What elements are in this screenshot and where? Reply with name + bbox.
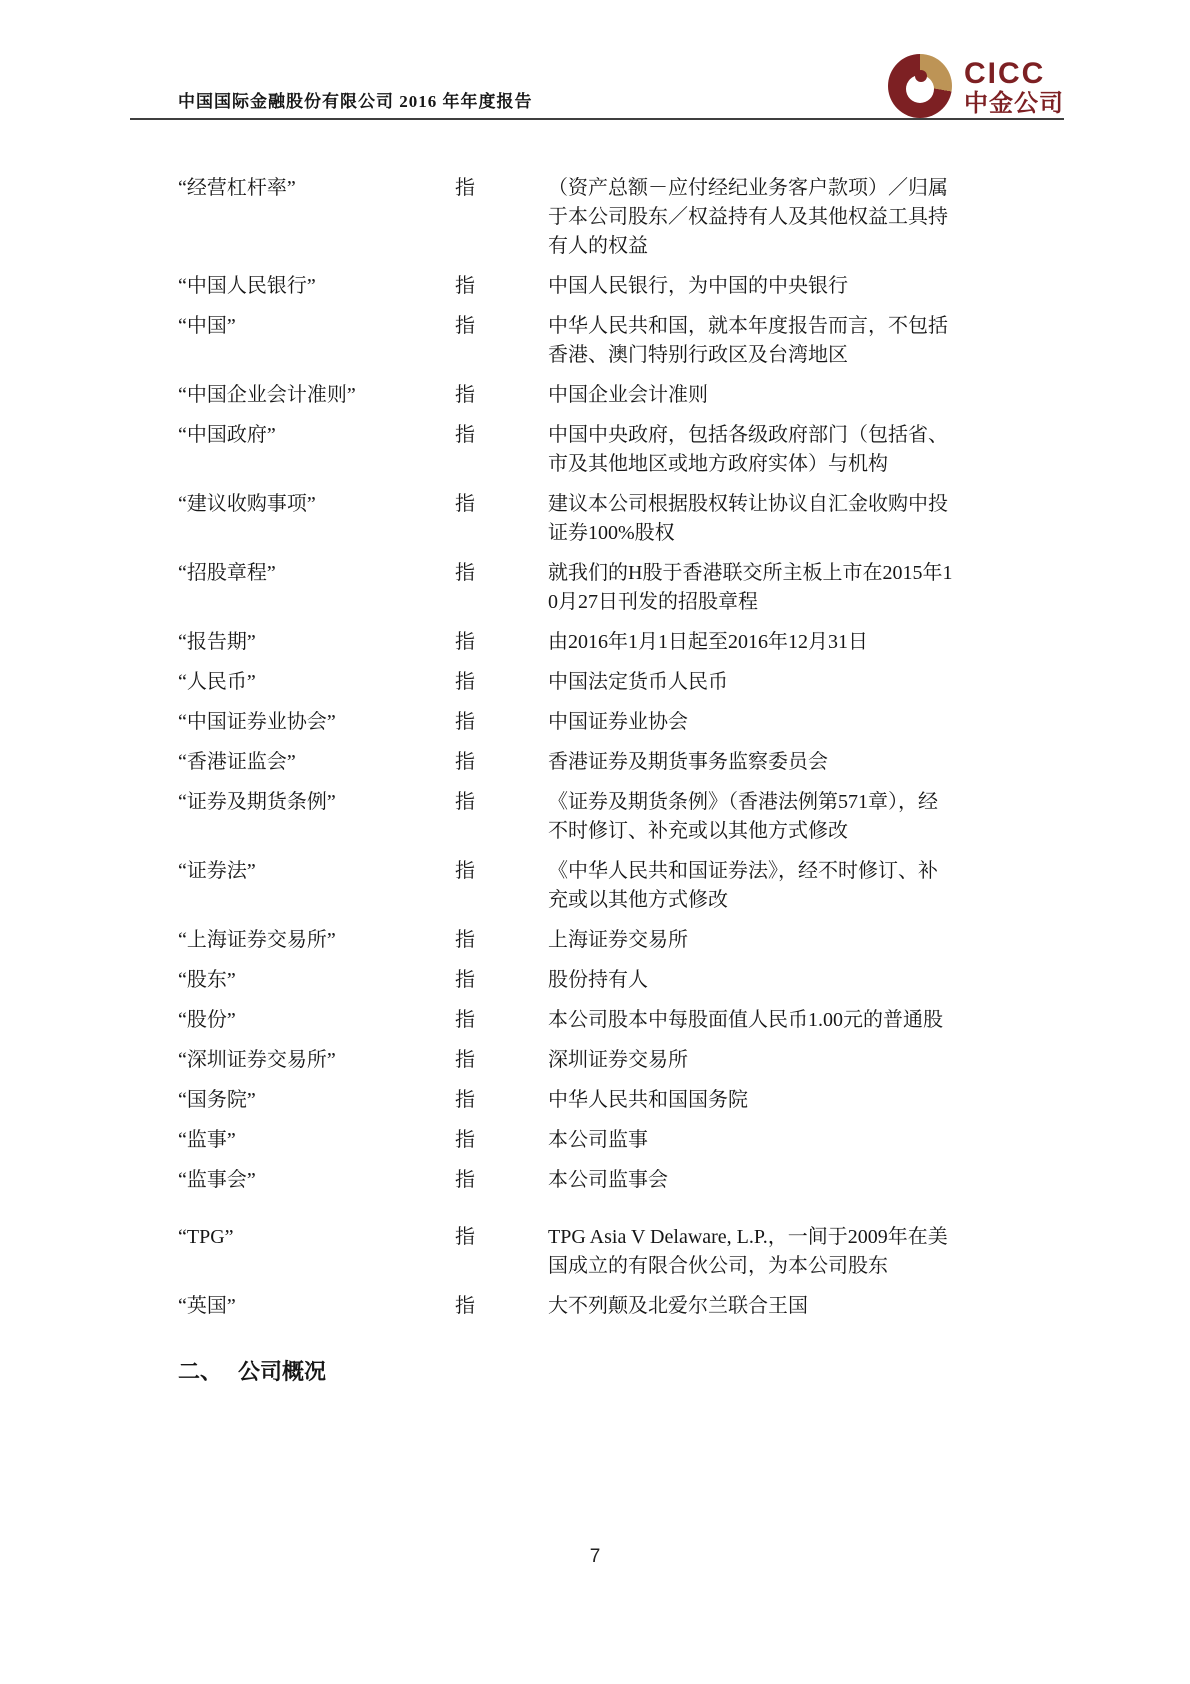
definition-term: “监事会”: [178, 1169, 256, 1191]
definition-connector: 指: [455, 493, 475, 515]
page-content: [178, 174, 978, 1386]
definition-term: “招股章程”: [178, 562, 276, 584]
logo-latin-label: CICC: [964, 57, 1046, 90]
definition-connector: 指: [455, 315, 475, 337]
definition-term: “报告期”: [178, 631, 256, 653]
definition-row: [178, 788, 978, 846]
definition-row: [178, 748, 978, 777]
definition-text: 《证券及期货条例》（香港法例第571章），经不时修订、补充或以其他方式修改: [548, 791, 938, 842]
definition-row: [178, 966, 978, 995]
definition-text: （资产总额－应付经纪业务客户款项）／归属于本公司股东／权益持有人及其他权益工具持有人的权益: [548, 177, 948, 257]
definition-connector: 指: [455, 860, 475, 882]
definition-row: [178, 272, 978, 301]
definition-row: [178, 559, 978, 617]
definition-connector: 指: [455, 1049, 475, 1071]
definition-text: 中国证券业协会: [548, 711, 688, 733]
report-title: 中国国际金融股份有限公司 2016 年年度报告: [178, 92, 533, 111]
definition-row: [178, 312, 978, 370]
definition-connector: 指: [455, 711, 475, 733]
cicc-logo-icon: [888, 54, 952, 118]
definition-row: [178, 490, 978, 548]
definition-connector: 指: [455, 751, 475, 773]
definition-term: “香港证监会”: [178, 751, 296, 773]
definition-term: “国务院”: [178, 1089, 256, 1111]
definition-text: 中国人民银行，为中国的中央银行: [548, 275, 848, 297]
definition-text: 本公司监事: [548, 1129, 648, 1151]
definition-text: 中华人民共和国国务院: [548, 1089, 748, 1111]
section-heading: [178, 1355, 978, 1386]
definition-row: [178, 1006, 978, 1035]
definition-row: [178, 1292, 978, 1321]
definition-connector: 指: [455, 1226, 475, 1248]
definition-text: 中国中央政府，包括各级政府部门（包括省、市及其他地区或地方政府实体）与机构: [548, 424, 948, 475]
definition-text: 大不列颠及北爱尔兰联合王国: [548, 1295, 808, 1317]
definition-row: [178, 421, 978, 479]
definition-term: “证券及期货条例”: [178, 791, 336, 813]
definition-connector: 指: [455, 1089, 475, 1111]
definition-term: “中国证券业协会”: [178, 711, 336, 733]
definition-connector: 指: [455, 562, 475, 584]
definition-text: 本公司股本中每股面值人民币1.00元的普通股: [548, 1009, 943, 1031]
definition-term: “证券法”: [178, 860, 256, 882]
definition-term: “经营杠杆率”: [178, 177, 296, 199]
definition-row: [178, 857, 978, 915]
definition-term: “中国”: [178, 315, 236, 337]
definition-term: “中国政府”: [178, 424, 276, 446]
page-header: [130, 0, 1064, 120]
definition-text: 中国企业会计准则: [548, 384, 708, 406]
page-number: 7: [589, 1546, 601, 1567]
definition-row: [178, 1126, 978, 1155]
section-number: 二、: [178, 1359, 223, 1384]
definition-connector: 指: [455, 1129, 475, 1151]
definition-term: “人民币”: [178, 671, 256, 693]
definition-text: 就我们的H股于香港联交所主板上市在2015年10月27日刊发的招股章程: [548, 562, 953, 613]
definition-term: “股份”: [178, 1009, 236, 1031]
definition-text: 中国法定货币人民币: [548, 671, 728, 693]
definition-text: 股份持有人: [548, 969, 648, 991]
definitions-list: [178, 174, 978, 1321]
definition-text: 建议本公司根据股权转让协议自汇金收购中投证券100%股权: [548, 493, 948, 544]
definition-connector: 指: [455, 275, 475, 297]
definition-connector: 指: [455, 671, 475, 693]
definition-text: TPG Asia V Delaware, L.P.，一间于2009年在美国成立的有限合伙公司，为本公司股东: [548, 1226, 948, 1277]
definition-connector: 指: [455, 1009, 475, 1031]
definition-term: “英国”: [178, 1295, 236, 1317]
logo-chinese-label: 中金公司: [964, 90, 1064, 117]
definition-text: 《中华人民共和国证券法》，经不时修订、补充或以其他方式修改: [548, 860, 938, 911]
definition-term: “TPG”: [178, 1226, 234, 1248]
definition-text: 中华人民共和国，就本年度报告而言，不包括香港、澳门特别行政区及台湾地区: [548, 315, 948, 366]
section-title: 公司概况: [238, 1359, 327, 1384]
definition-term: “股东”: [178, 969, 236, 991]
page-footer: [0, 1546, 1190, 1568]
definition-connector: 指: [455, 929, 475, 951]
definition-row: [178, 1166, 978, 1195]
definition-connector: 指: [455, 1169, 475, 1191]
definition-connector: 指: [455, 791, 475, 813]
definition-connector: 指: [455, 969, 475, 991]
definition-connector: 指: [455, 631, 475, 653]
definition-term: “上海证券交易所”: [178, 929, 336, 951]
definition-row: [178, 1046, 978, 1075]
definition-row: [178, 1223, 978, 1281]
definition-text: 上海证券交易所: [548, 929, 688, 951]
definition-term: “中国企业会计准则”: [178, 384, 356, 406]
logo-swirl-shape: [915, 70, 927, 82]
definition-connector: 指: [455, 1295, 475, 1317]
definition-text: 本公司监事会: [548, 1169, 668, 1191]
definition-text: 由2016年1月1日起至2016年12月31日: [548, 631, 868, 653]
definition-connector: 指: [455, 424, 475, 446]
cicc-logo: [888, 54, 1064, 118]
definition-text: 香港证券及期货事务监察委员会: [548, 751, 828, 773]
definition-row: [178, 1086, 978, 1115]
definition-connector: 指: [455, 177, 475, 199]
definition-term: “中国人民银行”: [178, 275, 316, 297]
definition-connector: 指: [455, 384, 475, 406]
definition-term: “建议收购事项”: [178, 493, 316, 515]
definition-row: [178, 381, 978, 410]
definition-row: [178, 668, 978, 697]
definition-row: [178, 174, 978, 261]
definition-term: “监事”: [178, 1129, 236, 1151]
definition-row: [178, 628, 978, 657]
definition-row: [178, 708, 978, 737]
logo-text: [964, 59, 1064, 118]
definition-text: 深圳证券交易所: [548, 1049, 688, 1071]
definition-row: [178, 926, 978, 955]
definition-term: “深圳证券交易所”: [178, 1049, 336, 1071]
